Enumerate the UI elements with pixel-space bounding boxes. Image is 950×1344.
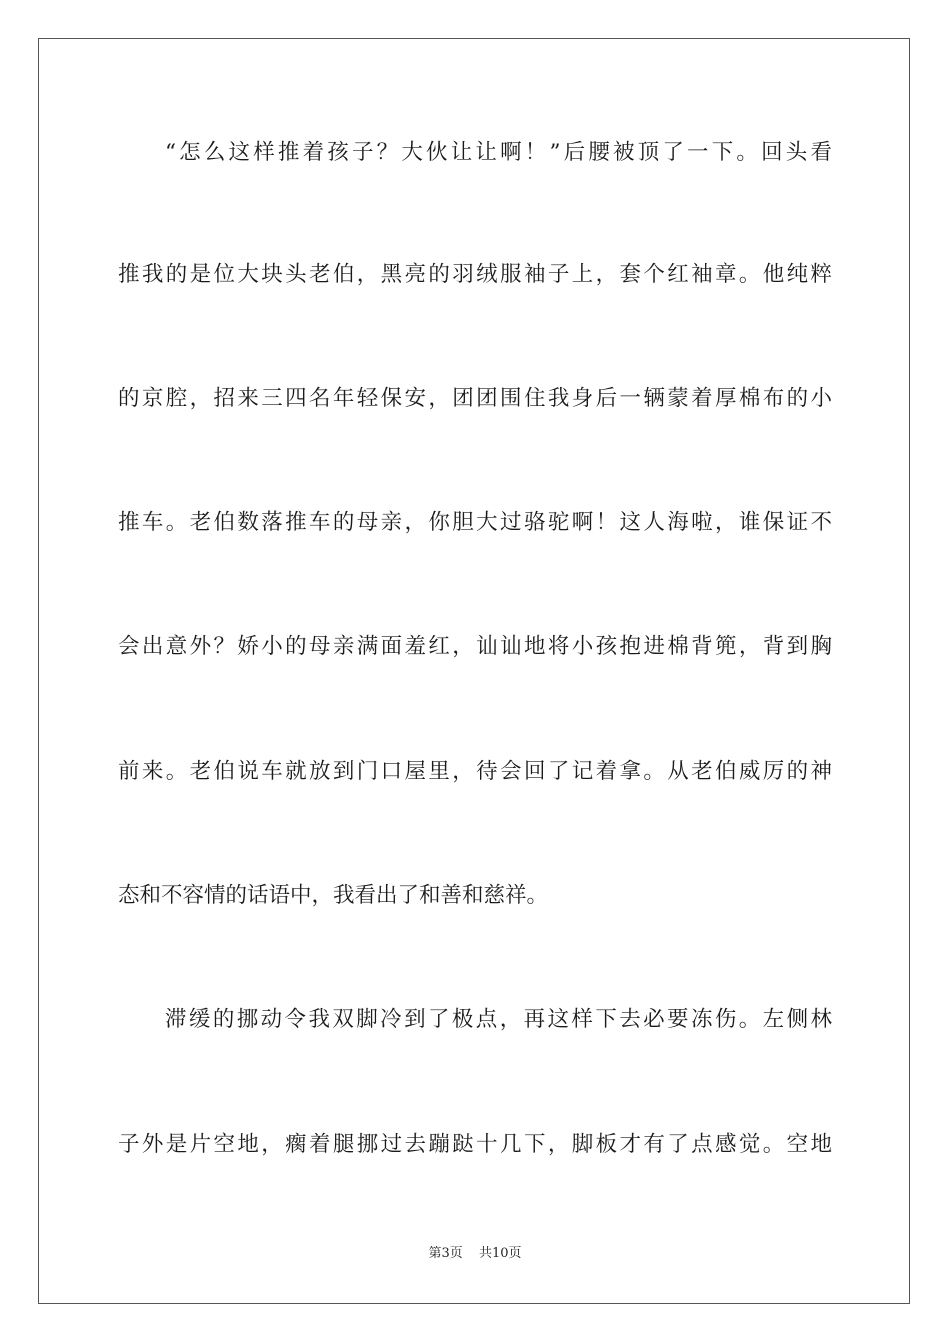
paragraph-1-line-7: 态和不容情的话语中，我看出了和善和慈祥。 bbox=[118, 883, 549, 908]
paragraph-1-line-1: “怎么这样推着孩子？大伙让让啊！”后腰被顶了一下。回头看 bbox=[165, 140, 832, 165]
page-border bbox=[38, 38, 910, 1304]
page-number: 第3页 bbox=[428, 1246, 463, 1261]
paragraph-1-line-3: 的京腔，招来三四名年轻保安，团团围住我身后一辆蒙着厚棉布的小 bbox=[118, 386, 832, 411]
paragraph-1-line-2: 推我的是位大块头老伯，黑亮的羽绒服袖子上，套个红袖章。他纯粹 bbox=[118, 262, 832, 287]
paragraph-1-line-4: 推车。老伯数落推车的母亲，你胆大过骆驼啊！这人海啦，谁保证不 bbox=[118, 510, 832, 535]
paragraph-1-line-5: 会出意外？娇小的母亲满面羞红，讪讪地将小孩抱进棉背篼，背到胸 bbox=[118, 634, 832, 659]
page-footer bbox=[0, 1245, 950, 1263]
paragraph-2-line-1: 滞缓的挪动令我双脚冷到了极点，再这样下去必要冻伤。左侧林 bbox=[165, 1007, 832, 1032]
paragraph-2-line-2: 子外是片空地，瘸着腿挪过去蹦跶十几下，脚板才有了点感觉。空地 bbox=[118, 1132, 832, 1157]
page-total: 共10页 bbox=[478, 1246, 522, 1261]
paragraph-1-line-6: 前来。老伯说车就放到门口屋里，待会回了记着拿。从老伯威厉的神 bbox=[118, 759, 832, 784]
